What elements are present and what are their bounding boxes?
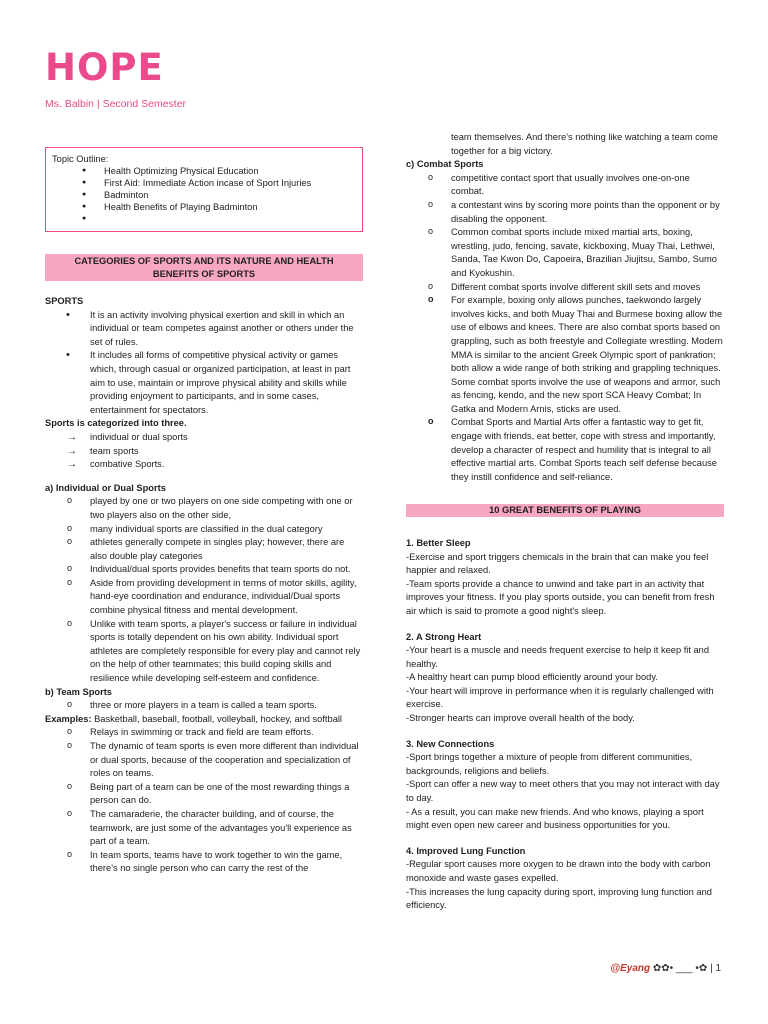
list-item: o three or more players in a team is called a team sports. bbox=[45, 699, 363, 713]
team-sports-intro-list bbox=[45, 699, 363, 713]
examples-label: Examples: bbox=[45, 713, 92, 724]
list-item: → individual or dual sports bbox=[45, 431, 363, 445]
outline-list bbox=[52, 165, 356, 225]
author-handle: @Eyang bbox=[610, 963, 651, 974]
outline-item: ● Health Benefits of Playing Badminton bbox=[52, 201, 356, 213]
list-item: o played by one or two players on one side competing with one or two players also on the other side, bbox=[45, 495, 363, 522]
individual-sports-list bbox=[45, 495, 363, 685]
list-item: • It is an activity involving physical exertion and skill in which an individual or team competes against another or others under the set of rules. bbox=[45, 309, 363, 350]
section-banner-categories: CATEGORIES OF SPORTS AND ITS NATURE AND HEALTH BENEFITS OF SPORTS bbox=[45, 254, 363, 281]
sports-definition-list bbox=[45, 309, 363, 418]
team-sports-heading: b) Team Sports bbox=[45, 686, 112, 697]
document-subtitle: Ms. Balbin | Second Semester bbox=[45, 98, 187, 110]
benefit-heading: 4. Improved Lung Function bbox=[406, 845, 526, 856]
list-item: o The camaraderie, the character building, and of course, the teamwork, are just some of the advantages you'll experience as part of a team. bbox=[45, 808, 363, 849]
footer-decoration: ✿✿• ___ •✿ bbox=[652, 963, 708, 974]
benefit-line: -Exercise and sport triggers chemicals in the brain that can make you feel happier and relaxed. bbox=[406, 551, 709, 576]
list-item: o Relays in swimming or track and field are team efforts. bbox=[45, 726, 363, 740]
benefit-heading: 2. A Strong Heart bbox=[406, 631, 482, 642]
sports-heading: SPORTS bbox=[45, 296, 84, 306]
benefit-heading: 1. Better Sleep bbox=[406, 537, 471, 548]
section-banner-benefits: 10 GREAT BENEFITS OF PLAYING bbox=[406, 504, 724, 517]
list-item: o athletes generally compete in singles play; however, there are also double play categories bbox=[45, 536, 363, 563]
list-item: o many individual sports are classified in the dual category bbox=[45, 523, 363, 537]
outline-item: ● Health Optimizing Physical Education bbox=[52, 165, 356, 177]
outline-item bbox=[52, 213, 356, 225]
examples-paragraph bbox=[45, 713, 363, 727]
continued-text: team themselves. And there's nothing like watching a team come together for a big victory. bbox=[451, 132, 718, 156]
page-number: | 1 bbox=[710, 963, 721, 974]
page-footer bbox=[610, 962, 721, 976]
list-item: → team sports bbox=[45, 445, 363, 459]
benefit-block bbox=[406, 537, 724, 619]
benefit-line: -Your heart will improve in performance when it is regularly challenged with exercise. bbox=[406, 685, 714, 710]
examples-text: Basketball, baseball, football, volleyball, hockey, and softball bbox=[91, 713, 342, 724]
list-item: • It includes all forms of competitive physical activity or games which, through casual or organized participation, at least in part aim to use, maintain or improve physical ability and skills while providing enjoyment to participants, and in some cases, entertainment for spectators. bbox=[45, 349, 363, 417]
combat-sports-heading: c) Combat Sports bbox=[406, 159, 484, 170]
list-item: o competitive contact sport that usually involves one-on-one combat. bbox=[406, 172, 724, 199]
benefit-block bbox=[406, 631, 724, 726]
list-item: o For example, boxing only allows punches, taekwondo largely involves kicks, and both Muay Thai and Burmese boxing allow the use of elbows and knees. There are also combat sports based on grappling, such as both freestyle and Collegiate wrestling. Modern MMA is similar to the ancient Greek Olympic sport of pankration; both allow a wide range of both striking and grappling techniques. Some combat sports involve the use of weapons and armor, such as fencing, kendo, and the new sport SCA Heavy Combat; In Gatka and Modern Arnis, sticks are used. bbox=[406, 294, 724, 416]
right-column bbox=[406, 131, 724, 913]
list-item: o Being part of a team can be one of the most rewarding things a person can do. bbox=[45, 781, 363, 808]
benefit-block bbox=[406, 845, 724, 913]
outline-title: Topic Outline: bbox=[52, 154, 109, 164]
outline-item: ● Badminton bbox=[52, 189, 356, 201]
list-item: → combative Sports. bbox=[45, 458, 363, 472]
benefit-line: -Your heart is a muscle and needs frequent exercise to help it keep fit and healthy. bbox=[406, 645, 710, 669]
benefit-block bbox=[406, 738, 724, 833]
document-title: HOPE bbox=[45, 46, 164, 89]
benefit-heading: 3. New Connections bbox=[406, 738, 495, 749]
list-item: o Individual/dual sports provides benefits that team sports do not. bbox=[45, 563, 363, 577]
benefit-line: -Sport can offer a new way to meet others that you may not interact with day to day. bbox=[406, 779, 720, 804]
individual-sports-heading: a) Individual or Dual Sports bbox=[45, 482, 166, 493]
benefit-line: -This increases the lung capacity during sport, improving lung function and efficiency. bbox=[406, 886, 712, 911]
combat-sports-list bbox=[406, 172, 724, 485]
benefit-line: -A healthy heart can pump blood efficiently around your body. bbox=[406, 672, 658, 683]
benefit-line: -Sport brings together a mixture of people from different communities, backgrounds, religions and beliefs. bbox=[406, 752, 693, 776]
list-item: o The dynamic of team sports is even more different than individual or dual sports, because of the cooperation and specialization of roles on teams. bbox=[45, 740, 363, 781]
benefit-line: - As a result, you can make new friends. And who knows, playing a sport might even open new career and business opportunities for you. bbox=[406, 806, 704, 831]
list-item: o a contestant wins by scoring more points than the opponent or by disabling the opponent. bbox=[406, 199, 724, 226]
topic-outline-box bbox=[45, 147, 363, 232]
outline-item: ● First Aid: Immediate Action incase of Sport Injuries bbox=[52, 177, 356, 189]
list-item: o In team sports, teams have to work together to win the game, there's no single person who can carry the rest of the bbox=[45, 849, 363, 876]
left-column bbox=[45, 147, 363, 876]
benefit-line: -Team sports provide a chance to unwind and take part in an activity that improves your fitness. If you play sports outside, you can benefit from fresh air which is said to promote a good night's sleep. bbox=[406, 578, 715, 616]
team-sports-list bbox=[45, 726, 363, 876]
list-item: o Common combat sports include mixed martial arts, boxing, wrestling, judo, fencing, savate, kickboxing, Muay Thai, Lethwei, Sanda, Tae Kwon Do, Capoeira, Brazilian Jiujitsu, Sambo, Sumo and Kyokushin. bbox=[406, 226, 724, 280]
list-item: o Unlike with team sports, a player's success or failure in individual sports is totally dependent on his own ability. Individual sport athletes are completely responsible for every play and cannot rely on the help of other teammates; this build coping skills and resilience while developing self-esteem and confidence. bbox=[45, 618, 363, 686]
list-item: o Different combat sports involve different skill sets and moves bbox=[406, 281, 724, 295]
list-item: o Combat Sports and Martial Arts offer a fantastic way to get fit, engage with friends, eat better, cope with stress and importantly, develop a character of respect and humility that is integral to all effective martial arts. Combat Sports teach self defense because they instill confidence and self-reliance. bbox=[406, 416, 724, 484]
categorized-heading: Sports is categorized into three. bbox=[45, 418, 187, 429]
category-list bbox=[45, 431, 363, 472]
benefit-line: -Stronger hearts can improve overall health of the body. bbox=[406, 713, 635, 724]
list-item: o Aside from providing development in terms of motor skills, agility, hand-eye coordination and endurance, individual/Dual sports combine physical fitness and mental development. bbox=[45, 577, 363, 618]
benefit-line: -Regular sport causes more oxygen to be drawn into the body with carbon monoxide and waste gases expelled. bbox=[406, 859, 711, 883]
